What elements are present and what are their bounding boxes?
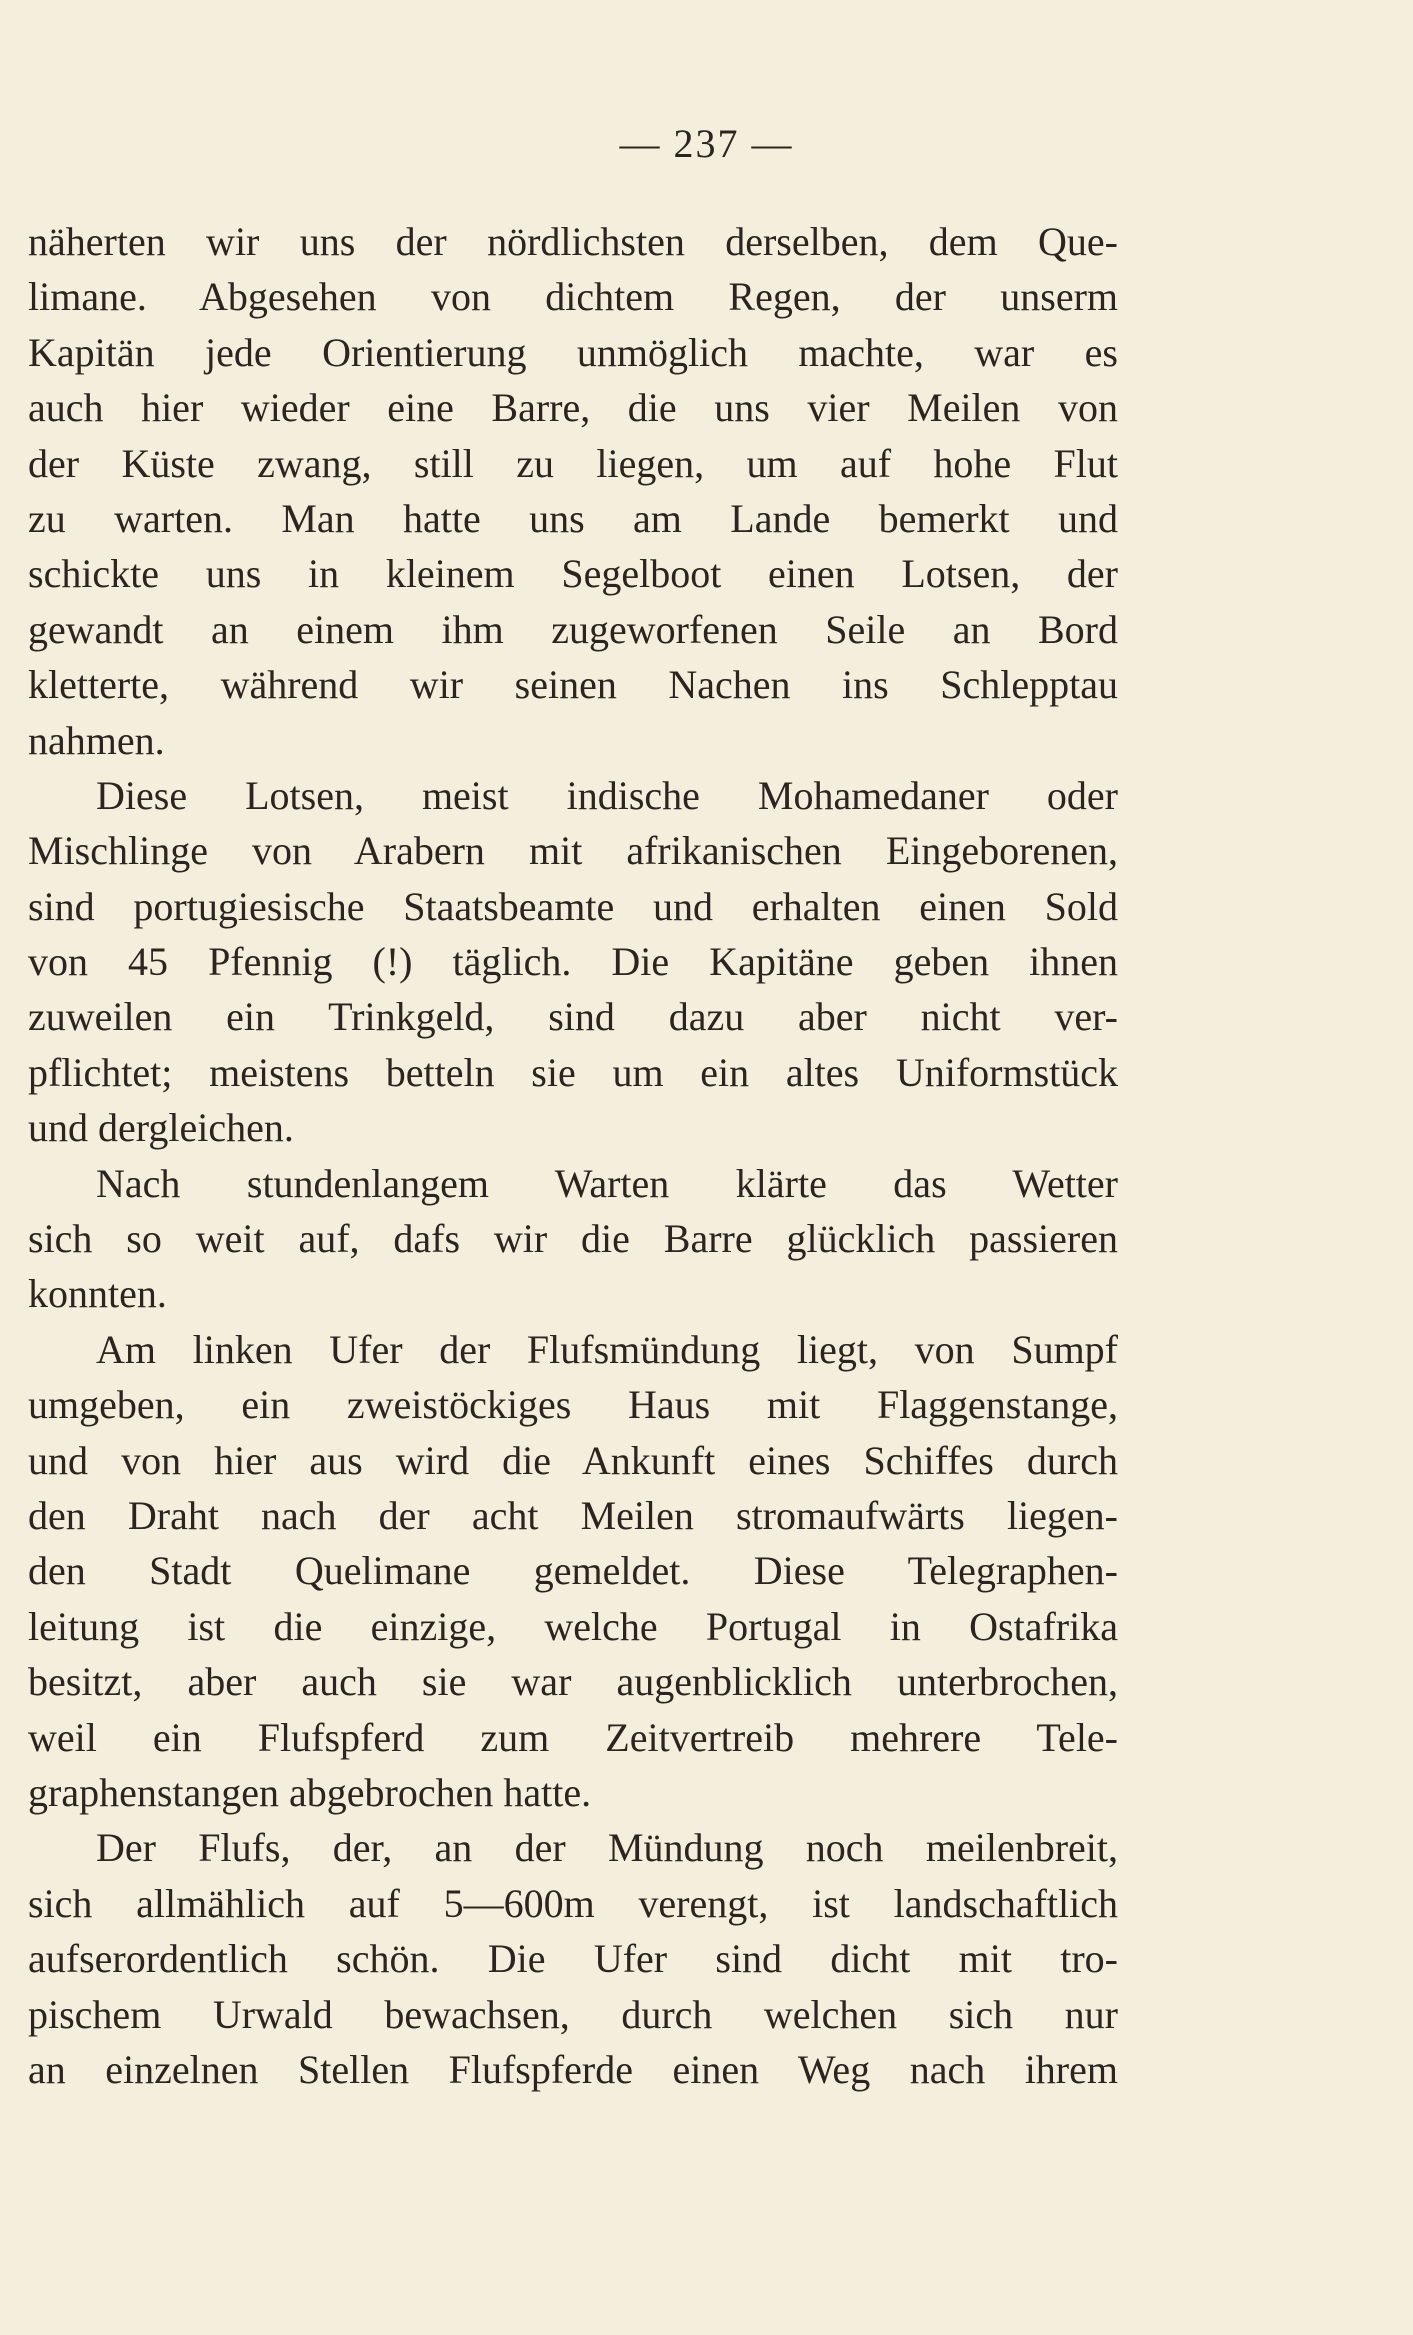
text-line: schickte uns in kleinem Segelboot einen Lotsen, der [28, 551, 1118, 597]
paragraph-5 [28, 1820, 1118, 2097]
text-line: auch hier wieder eine Barre, die uns vier Meilen von [28, 385, 1118, 431]
text-line: besitzt, aber auch sie war augenblicklich unterbrochen, [28, 1659, 1118, 1705]
text-line: näherten wir uns der nördlichsten derselben, dem Que- [28, 219, 1118, 264]
page-number-header: — 237 — [619, 121, 794, 166]
text-line: von 45 Pfennig (!) täglich. Die Kapitäne geben ihnen [28, 939, 1118, 985]
text-line: sich allmählich auf 5—600m verengt, ist landschaftlich [28, 1880, 1118, 1926]
text-line: zuweilen ein Trinkgeld, sind dazu aber nicht ver- [28, 994, 1118, 1040]
text-line: Kapitän jede Orientierung unmöglich machte, war es [28, 329, 1118, 375]
text-line: leitung ist die einzige, welche Portugal in Ostafrika [28, 1603, 1118, 1649]
text-line: aufserordentlich schön. Die Ufer sind dicht mit tro- [28, 1936, 1118, 1982]
text-line: sich so weit auf, dafs wir die Barre glücklich passieren [28, 1216, 1118, 1262]
text-line: Der Flufs, der, an der Mündung noch meilenbreit, [96, 1825, 1118, 1871]
text-line: an einzelnen Stellen Flufspferde einen Weg nach ihrem [28, 2046, 1118, 2092]
text-line: sind portugiesische Staatsbeamte und erhalten einen Sold [28, 883, 1118, 929]
text-line: Diese Lotsen, meist indische Mohamedaner oder [96, 772, 1118, 818]
text-line: Mischlinge von Arabern mit afrikanischen Eingeborenen, [28, 828, 1118, 874]
body-text [28, 214, 1118, 2097]
text-line: umgeben, ein zweistöckiges Haus mit Flaggenstange, [28, 1382, 1118, 1428]
text-line: den Stadt Quelimane gemeldet. Diese Telegraphen- [28, 1548, 1118, 1594]
paragraph-1 [28, 214, 1118, 768]
text-line: nahmen. [28, 717, 165, 763]
text-line: weil ein Flufspferd zum Zeitvertreib mehrere Tele- [28, 1714, 1118, 1760]
text-line: zu warten. Man hatte uns am Lande bemerkt und [28, 495, 1118, 541]
text-line: pischem Urwald bewachsen, durch welchen sich nur [28, 1991, 1118, 2037]
text-line: konnten. [28, 1271, 167, 1317]
text-line: und von hier aus wird die Ankunft eines Schiffes durch [28, 1437, 1118, 1483]
text-line: limane. Abgesehen von dichtem Regen, der unserm [28, 274, 1118, 320]
text-line: und dergleichen. [28, 1105, 294, 1151]
paragraph-2 [28, 768, 1118, 1156]
text-line: gewandt an einem ihm zugeworfenen Seile an Bord [28, 606, 1118, 652]
paragraph-4 [28, 1322, 1118, 1821]
text-line: kletterte, während wir seinen Nachen ins Schlepptau [28, 662, 1118, 708]
text-line: der Küste zwang, still zu liegen, um auf hohe Flut [28, 440, 1118, 486]
text-line: pflichtet; meistens betteln sie um ein altes Uniformstück [28, 1049, 1118, 1095]
paragraph-3 [28, 1156, 1118, 1322]
text-line: Nach stundenlangem Warten klärte das Wetter [96, 1160, 1118, 1206]
text-line: graphenstangen abgebrochen hatte. [28, 1769, 592, 1815]
text-line: Am linken Ufer der Flufsmündung liegt, von Sumpf [96, 1326, 1118, 1372]
text-line: den Draht nach der acht Meilen stromaufwärts liegen- [28, 1492, 1118, 1538]
